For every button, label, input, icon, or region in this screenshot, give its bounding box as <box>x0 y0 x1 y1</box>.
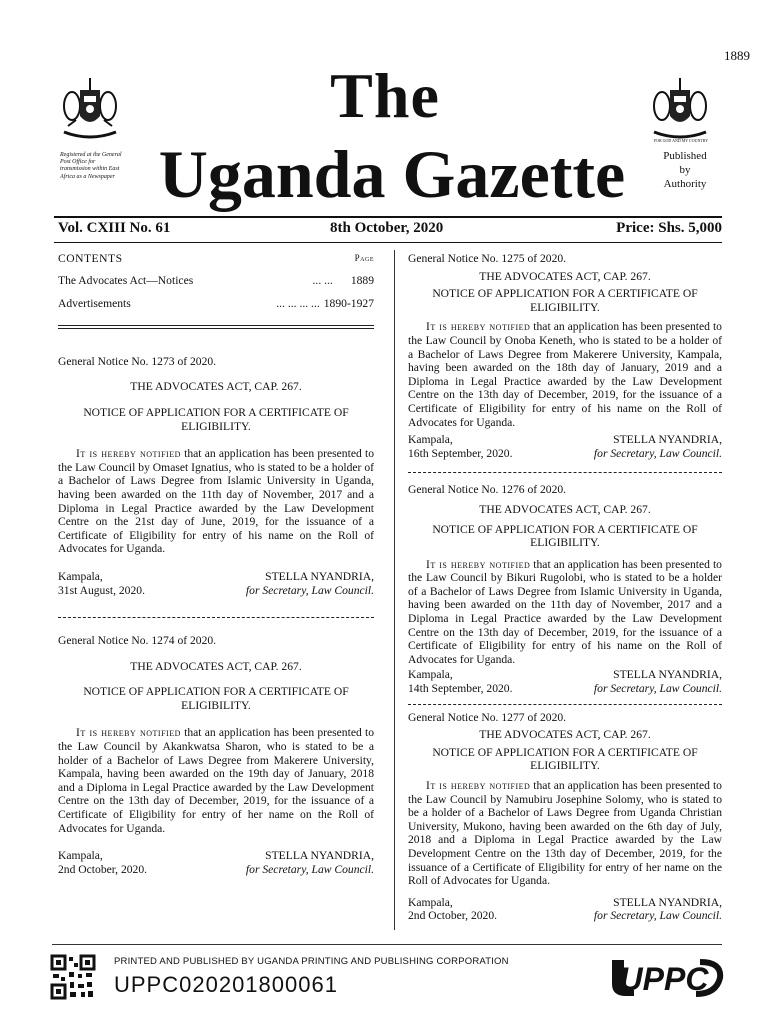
contents-heading: CONTENTS <box>58 252 123 265</box>
crest-motto: FOR GOD AND MY COUNTRY <box>653 138 709 143</box>
notice-signature: Kampala, 2nd October, 2020. STELLA NYANDRIA, for Secretary, Law Council. <box>408 895 722 923</box>
notice-separator <box>58 617 374 618</box>
left-column <box>58 252 374 876</box>
notice-1276 <box>408 483 722 695</box>
notice-body: It is hereby notified that an application has been presented to the Law Council by Bikuri Rugolobi, who is stated to be a holder of a Bachelor of Laws Degree from Islamic University in Uganda, having been awarded on the 11th day of November, 2017 and a Diploma in Legal Practice awarded by the Law Development Centre on the 13th day of December, 2019, for the issuance of a Certificate of Eligibility for entry of his name on the Roll of Advocates for Uganda. <box>408 557 722 666</box>
footer-rule <box>52 944 722 945</box>
page-number: 1889 <box>724 48 750 63</box>
notice-act: THE ADVOCATES ACT, CAP. 267. <box>479 728 651 742</box>
gazette-title-the: The <box>330 60 440 131</box>
notice-act: THE ADVOCATES ACT, CAP. 267. <box>479 269 651 283</box>
masthead-rule-bottom <box>54 242 722 243</box>
notice-title: NOTICE OF APPLICATION FOR A CERTIFICATE OF ELIGIBILITY. <box>432 522 698 550</box>
notice-1273 <box>58 355 374 597</box>
qr-code-icon <box>50 954 96 1000</box>
issue-date: 8th October, 2020 <box>330 220 444 236</box>
document-code: UPPC020201800061 <box>114 972 338 997</box>
notice-title: NOTICE OF APPLICATION FOR A CERTIFICATE OF ELIGIBILITY. <box>432 287 698 314</box>
notice-1275 <box>408 252 722 460</box>
notice-act: THE ADVOCATES ACT, CAP. 267. <box>130 659 302 673</box>
masthead-rule-top <box>54 216 722 218</box>
notice-number: General Notice No. 1276 of 2020. <box>408 483 567 497</box>
notice-body: It is hereby notified that an application has been presented to the Law Council by Omaset Ignatius, who is stated to be a holder of a Bachelor of Laws Degree from Islamic University in Uganda, having been awarded on the 11th day of November, 2017 and a Diploma in Legal Practice awarded by the Law Development Centre on the 21st day of June, 2019, for the issuance of a Certificate of Eligibility for entry of his name on the Roll of Advocates for Uganda. <box>58 447 374 556</box>
notice-signature: Kampala, 31st August, 2020. STELLA NYANDRIA, for Secretary, Law Council. <box>58 569 374 597</box>
price: Price: Shs. 5,000 <box>616 220 722 236</box>
notice-1274 <box>58 634 374 876</box>
gazette-title: Uganda Gazette <box>158 136 626 212</box>
notice-body: It is hereby notified that an application has been presented to the Law Council by Akankwatsa Sharon, who is stated to be a holder of a Bachelor of Laws Degree from Makerere University, Kampala, having been awarded on the 19th day of January, 2018 and a Diploma in Legal Practice awarded by the Law Development Centre on the 13th day of December, 2019, for the issuance of a Certificate of Eligibility for entry of her name on the Roll of Advocates for Uganda. <box>58 726 374 835</box>
uppc-logo-text: UPPC <box>619 961 709 997</box>
notice-number: General Notice No. 1275 of 2020. <box>408 252 567 265</box>
notice-signature: Kampala, 14th September, 2020. STELLA NYANDRIA, for Secretary, Law Council. <box>408 668 722 696</box>
contents-item: The Advocates Act—Notices ... ... 1889 <box>58 273 374 287</box>
published-by-authority: Published by Authority <box>663 150 707 190</box>
right-column <box>408 252 722 923</box>
notice-title: NOTICE OF APPLICATION FOR A CERTIFICATE OF ELIGIBILITY. <box>83 685 349 712</box>
column-divider <box>394 250 395 930</box>
notice-1277 <box>408 711 722 923</box>
contents-table <box>58 252 374 311</box>
notice-body: It is hereby notified that an application has been presented to the Law Council by Onoba Keneth, who is stated to be a holder of a Bachelor of Laws Degree from Makerere University, Kampala, having been awarded on the 18th day of January, 2019 and a Diploma in Legal Practice awarded by the Law Development Centre on the 13th day of December, 2019, for the issuance of a Certificate of Eligibility for entry of his name on the Roll of Advocates for Uganda. <box>408 320 722 429</box>
notice-number: General Notice No. 1273 of 2020. <box>58 354 217 368</box>
notice-separator <box>408 472 722 473</box>
notice-act: THE ADVOCATES ACT, CAP. 267. <box>130 380 302 394</box>
notice-act: THE ADVOCATES ACT, CAP. 267. <box>479 502 651 516</box>
contents-page-heading: Page <box>354 253 374 263</box>
registration-note: Registered at the General Post Office for transmission within East Africa as a Newspaper <box>60 152 122 180</box>
notice-title: NOTICE OF APPLICATION FOR A CERTIFICATE OF ELIGIBILITY. <box>83 405 349 433</box>
notice-separator <box>408 704 722 705</box>
notice-body: It is hereby notified that an application has been presented to the Law Council by Namubiru Josephine Solomy, who is stated to be a holder of a Bachelor of Laws Degree from Uganda Christian University, Mukono, having been awarded on the 6th day of July, 2018 and a Diploma in Legal Practice awarded by the Law Development Centre on the 13th day of December, 2019, for the issuance of a Certificate of Eligibility for entry of her name on the Roll of Advocates for Uganda. <box>408 779 722 888</box>
notice-signature: Kampala, 16th September, 2020. STELLA NYANDRIA, for Secretary, Law Council. <box>408 433 722 460</box>
notice-number: General Notice No. 1277 of 2020. <box>408 710 567 724</box>
volume-number: Vol. CXIII No. 61 <box>58 220 171 236</box>
printer-notice: PRINTED AND PUBLISHED BY UGANDA PRINTING AND PUBLISHING CORPORATION <box>114 956 509 967</box>
uppc-logo <box>604 954 724 1000</box>
contents-item: Advertisements ... ... ... ... 1890-1927 <box>58 297 374 311</box>
notice-signature: Kampala, 2nd October, 2020. STELLA NYANDRIA, for Secretary, Law Council. <box>58 849 374 876</box>
masthead <box>58 220 722 240</box>
notice-title: NOTICE OF APPLICATION FOR A CERTIFICATE OF ELIGIBILITY. <box>432 745 698 773</box>
notice-number: General Notice No. 1274 of 2020. <box>58 634 217 648</box>
